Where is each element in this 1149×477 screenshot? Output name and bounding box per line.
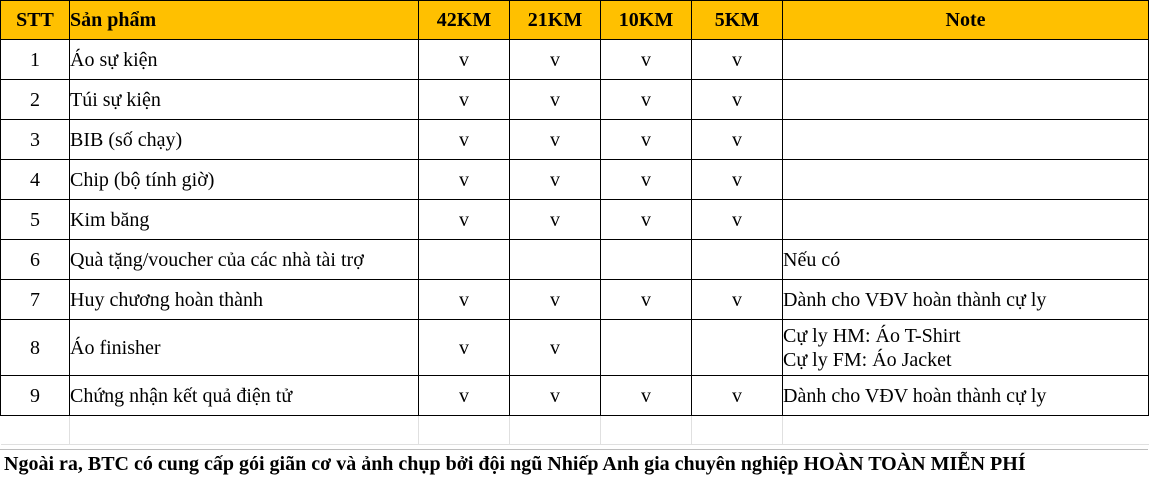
cell-42km: v xyxy=(419,200,510,240)
cell-stt: 3 xyxy=(1,120,70,160)
cell-5km xyxy=(692,240,783,280)
cell-5km xyxy=(692,320,783,376)
header-stt: STT xyxy=(1,1,70,40)
empty-cell xyxy=(1,416,70,445)
table-row xyxy=(1,120,1149,160)
cell-note xyxy=(783,320,1149,376)
cell-product: Quà tặng/voucher của các nhà tài trợ xyxy=(70,240,419,280)
cell-5km: v xyxy=(692,40,783,80)
cell-42km xyxy=(419,240,510,280)
table-row xyxy=(1,376,1149,416)
cell-product: Áo finisher xyxy=(70,320,419,376)
cell-5km: v xyxy=(692,160,783,200)
cell-42km: v xyxy=(419,376,510,416)
table-row xyxy=(1,320,1149,376)
table-row xyxy=(1,280,1149,320)
cell-5km: v xyxy=(692,80,783,120)
cell-21km: v xyxy=(510,200,601,240)
cell-10km: v xyxy=(601,120,692,160)
note-line: Cự ly HM: Áo T-Shirt xyxy=(783,324,961,347)
cell-product: Chip (bộ tính giờ) xyxy=(70,160,419,200)
cell-stt: 1 xyxy=(1,40,70,80)
empty-cell xyxy=(70,416,419,445)
cell-10km: v xyxy=(601,40,692,80)
cell-note: Dành cho VĐV hoàn thành cự ly xyxy=(783,280,1149,320)
cell-42km: v xyxy=(419,160,510,200)
header-row xyxy=(1,1,1149,40)
cell-5km: v xyxy=(692,200,783,240)
cell-stt: 9 xyxy=(1,376,70,416)
cell-note: Nếu có xyxy=(783,240,1149,280)
cell-5km: v xyxy=(692,280,783,320)
empty-cell xyxy=(783,416,1149,445)
table-row xyxy=(1,80,1149,120)
cell-product: Áo sự kiện xyxy=(70,40,419,80)
header-21km: 21KM xyxy=(510,1,601,40)
cell-product: Kim băng xyxy=(70,200,419,240)
cell-stt: 6 xyxy=(1,240,70,280)
cell-note xyxy=(783,200,1149,240)
cell-42km: v xyxy=(419,320,510,376)
cell-10km xyxy=(601,320,692,376)
cell-21km: v xyxy=(510,376,601,416)
cell-stt: 4 xyxy=(1,160,70,200)
cell-5km: v xyxy=(692,376,783,416)
header-10km: 10KM xyxy=(601,1,692,40)
header-product: Sản phẩm xyxy=(70,1,419,40)
empty-cell xyxy=(419,416,510,445)
cell-product: BIB (số chạy) xyxy=(70,120,419,160)
cell-stt: 7 xyxy=(1,280,70,320)
cell-21km: v xyxy=(510,320,601,376)
cell-10km: v xyxy=(601,280,692,320)
footer-note: Ngoài ra, BTC có cung cấp gói giãn cơ và ảnh chụp bởi đội ngũ Nhiếp Anh gia chuyên nghiệp HOÀN TOÀN MIỄN PHÍ xyxy=(0,449,1148,477)
cell-note xyxy=(783,80,1149,120)
cell-stt: 2 xyxy=(1,80,70,120)
note-line: Cự ly FM: Áo Jacket xyxy=(783,348,952,371)
cell-product: Chứng nhận kết quả điện tử xyxy=(70,376,419,416)
cell-10km: v xyxy=(601,160,692,200)
cell-10km xyxy=(601,240,692,280)
cell-10km: v xyxy=(601,200,692,240)
cell-10km: v xyxy=(601,80,692,120)
cell-10km: v xyxy=(601,376,692,416)
cell-note: Dành cho VĐV hoàn thành cự ly xyxy=(783,376,1149,416)
cell-21km: v xyxy=(510,40,601,80)
empty-row xyxy=(1,416,1149,445)
empty-cell xyxy=(601,416,692,445)
cell-21km: v xyxy=(510,80,601,120)
cell-42km: v xyxy=(419,120,510,160)
cell-5km: v xyxy=(692,120,783,160)
cell-product: Túi sự kiện xyxy=(70,80,419,120)
cell-21km xyxy=(510,240,601,280)
table-row xyxy=(1,240,1149,280)
cell-42km: v xyxy=(419,40,510,80)
table-row xyxy=(1,200,1149,240)
header-42km: 42KM xyxy=(419,1,510,40)
cell-21km: v xyxy=(510,120,601,160)
cell-note xyxy=(783,40,1149,80)
table-row xyxy=(1,160,1149,200)
cell-note xyxy=(783,160,1149,200)
cell-42km: v xyxy=(419,80,510,120)
cell-note xyxy=(783,120,1149,160)
table-row xyxy=(1,40,1149,80)
cell-product: Huy chương hoàn thành xyxy=(70,280,419,320)
header-5km: 5KM xyxy=(692,1,783,40)
cell-21km: v xyxy=(510,280,601,320)
header-note: Note xyxy=(783,1,1149,40)
empty-cell xyxy=(510,416,601,445)
cell-stt: 8 xyxy=(1,320,70,376)
cell-42km: v xyxy=(419,280,510,320)
cell-stt: 5 xyxy=(1,200,70,240)
cell-21km: v xyxy=(510,160,601,200)
empty-cell xyxy=(692,416,783,445)
